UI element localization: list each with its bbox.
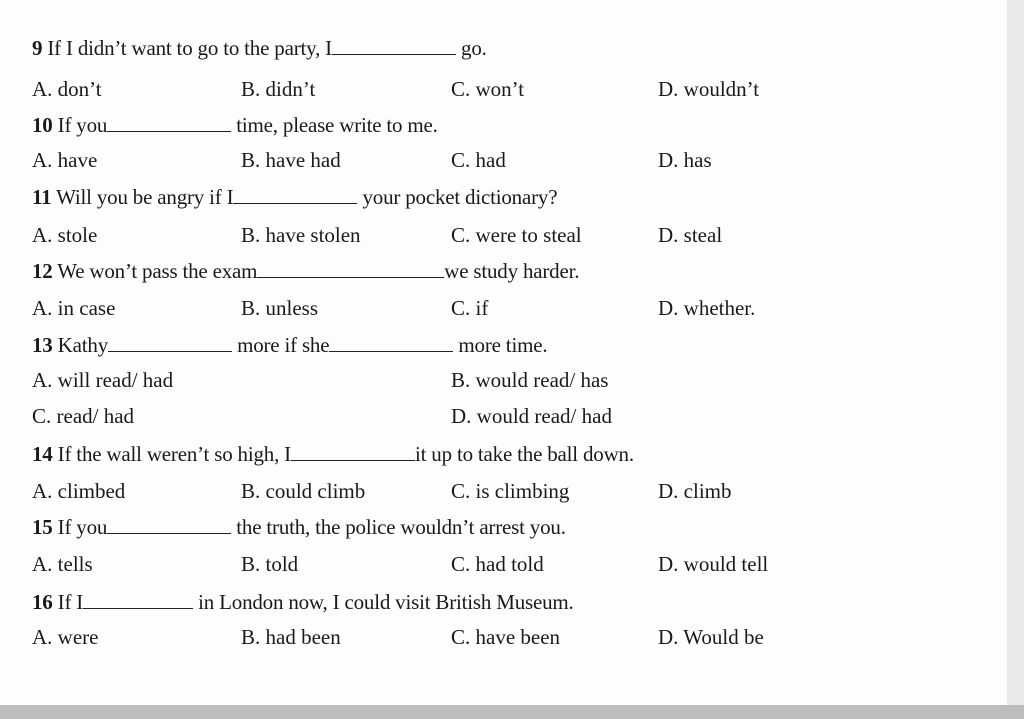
answer-blank[interactable]: [107, 516, 231, 534]
question-number: 16: [32, 590, 53, 614]
question-10: [32, 113, 438, 137]
option-a[interactable]: A. tells: [32, 552, 93, 576]
answer-blank[interactable]: [257, 260, 444, 278]
option-b[interactable]: B. unless: [241, 296, 319, 320]
option-d[interactable]: D. Would be: [658, 625, 764, 649]
option-c[interactable]: C. read/ had: [32, 404, 135, 428]
option-d[interactable]: D. would tell: [658, 552, 769, 576]
question-text-end: in London now, I could visit British Museum.: [198, 590, 574, 614]
question-text-end: the truth, the police wouldn’t arrest you.: [236, 515, 566, 539]
question-12: [32, 259, 579, 283]
option-a[interactable]: A. have: [32, 148, 98, 172]
question-number: 15: [32, 515, 53, 539]
option-a[interactable]: A. will read/ had: [32, 368, 174, 392]
question-text-end: more time.: [458, 333, 548, 357]
question-number: 11: [32, 185, 52, 209]
question-text-end: go.: [461, 36, 487, 60]
option-d[interactable]: D. would read/ had: [451, 404, 612, 428]
option-a[interactable]: A. stole: [32, 223, 98, 247]
option-b[interactable]: B. didn’t: [241, 77, 316, 101]
option-b[interactable]: B. have stolen: [241, 223, 361, 247]
answer-blank-2[interactable]: [329, 334, 453, 352]
option-b[interactable]: B. told: [241, 552, 299, 576]
question-15: [32, 515, 566, 539]
option-c[interactable]: C. were to steal: [451, 223, 582, 247]
answer-blank[interactable]: [83, 591, 193, 609]
question-number: 10: [32, 113, 53, 137]
question-14: [32, 442, 634, 466]
question-text-mid: more if she: [237, 333, 330, 357]
question-number: 9: [32, 36, 43, 60]
page-right-edge: [1007, 0, 1024, 719]
question-text: Kathy: [57, 333, 108, 357]
question-text: If the wall weren’t so high, I: [57, 442, 291, 466]
option-c[interactable]: C. won’t: [451, 77, 525, 101]
question-text: If you: [57, 515, 108, 539]
option-b[interactable]: B. have had: [241, 148, 341, 172]
option-a[interactable]: A. were: [32, 625, 99, 649]
option-a[interactable]: A. in case: [32, 296, 116, 320]
option-a[interactable]: A. don’t: [32, 77, 102, 101]
question-text: Will you be angry if I: [56, 185, 234, 209]
question-9: [32, 36, 487, 60]
question-text-end: time, please write to me.: [236, 113, 438, 137]
option-d[interactable]: D. climb: [658, 479, 732, 503]
option-a[interactable]: A. climbed: [32, 479, 126, 503]
answer-blank[interactable]: [332, 37, 456, 55]
question-16: [32, 590, 574, 614]
question-number: 14: [32, 442, 53, 466]
option-c[interactable]: C. had: [451, 148, 506, 172]
question-text-end: it up to take the ball down.: [414, 442, 634, 466]
question-number: 13: [32, 333, 53, 357]
question-text-end: we study harder.: [444, 259, 580, 283]
question-11: [32, 185, 557, 209]
option-d[interactable]: D. whether.: [658, 296, 756, 320]
question-text: We won’t pass the exam: [57, 259, 258, 283]
option-c[interactable]: C. had told: [451, 552, 544, 576]
answer-blank[interactable]: [233, 186, 357, 204]
option-c[interactable]: C. if: [451, 296, 489, 320]
question-text: If I: [57, 590, 84, 614]
option-b[interactable]: B. would read/ has: [451, 368, 609, 392]
option-b[interactable]: B. could climb: [241, 479, 366, 503]
option-c[interactable]: C. have been: [451, 625, 561, 649]
answer-blank-1[interactable]: [108, 334, 232, 352]
question-text: If I didn’t want to go to the party, I: [47, 36, 332, 60]
option-c[interactable]: C. is climbing: [451, 479, 570, 503]
answer-blank[interactable]: [291, 443, 415, 461]
option-b[interactable]: B. had been: [241, 625, 341, 649]
option-d[interactable]: D. steal: [658, 223, 723, 247]
question-text-end: your pocket dictionary?: [362, 185, 558, 209]
question-13: [32, 333, 547, 357]
option-d[interactable]: D. wouldn’t: [658, 77, 760, 101]
answer-blank[interactable]: [107, 114, 231, 132]
option-d[interactable]: D. has: [658, 148, 712, 172]
page-bottom-edge: [0, 705, 1024, 719]
question-number: 12: [32, 259, 53, 283]
question-text: If you: [57, 113, 108, 137]
